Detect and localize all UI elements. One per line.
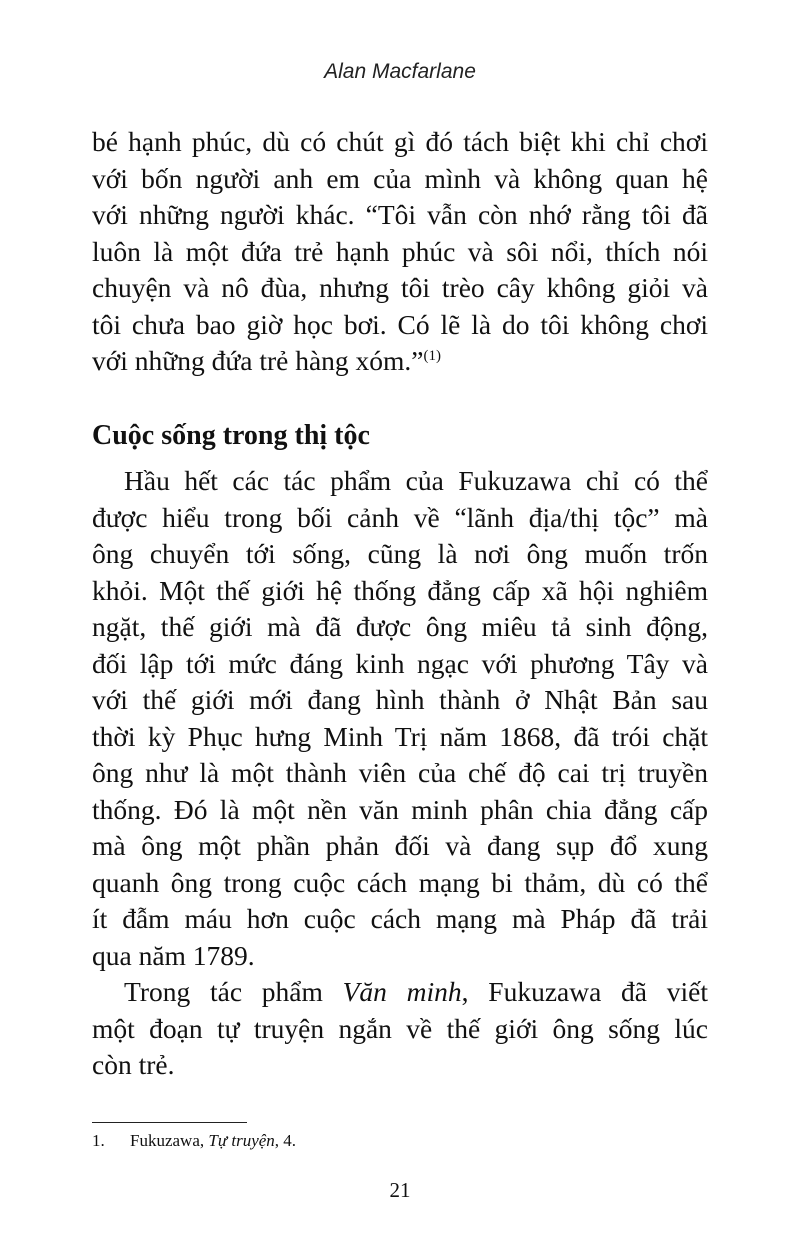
- text-line: chuyện và nô đùa, nhưng tôi trèo cây không giỏi và: [92, 272, 708, 303]
- text-line: đối lập tới mức đáng kinh ngạc với phương Tây và: [92, 647, 708, 679]
- footnote-number: 1.: [92, 1131, 105, 1150]
- text-run: Trong tác phẩm: [124, 976, 343, 1007]
- running-header: Alan Macfarlane: [324, 60, 476, 83]
- text-line: luôn là một đứa trẻ hạnh phúc và sôi nổi, thích nói: [92, 235, 708, 267]
- footnote: [92, 1130, 296, 1152]
- footnote-marker: (1): [423, 347, 442, 364]
- text-line: bé hạnh phúc, dù có chút gì đó tách biệt khi chỉ chơi: [92, 126, 708, 157]
- book-title-italic: Văn minh: [342, 976, 462, 1007]
- footnote-text: , 4.: [274, 1131, 297, 1150]
- text-line: ít đẫm máu hơn cuộc cách mạng mà Pháp đã trải: [92, 903, 708, 934]
- text-line: ông chuyển tới sống, cũng là nơi ông muốn trốn: [92, 538, 708, 569]
- text-line: tôi chưa bao giờ học bơi. Có lẽ là do tôi không chơi: [92, 308, 708, 340]
- text-line: thời kỳ Phục hưng Minh Trị năm 1868, đã trói chặt: [92, 720, 708, 752]
- text-line: Hầu hết các tác phẩm của Fukuzawa chỉ có thể: [124, 465, 708, 496]
- text-line: với những người khác. “Tôi vẫn còn nhớ rằng tôi đã: [92, 199, 708, 230]
- text-line-last: qua năm 1789.: [92, 939, 255, 971]
- text-line: với bốn người anh em của mình và không quan hệ: [92, 162, 708, 194]
- footnote-divider: [92, 1122, 247, 1123]
- text-line-content: với những đứa trẻ hàng xóm.”: [92, 345, 424, 376]
- page-number: 21: [389, 1178, 411, 1202]
- text-line: được hiểu trong bối cảnh về “lãnh địa/thị tộc” mà: [92, 501, 708, 533]
- text-line: thống. Đó là một nền văn minh phân chia đẳng cấp: [92, 793, 708, 825]
- text-line: quanh ông trong cuộc cách mạng bi thảm, dù có thể: [92, 866, 708, 898]
- text-line-last: [92, 343, 708, 380]
- paragraph-continued: [92, 124, 708, 380]
- text-line: một đoạn tự truyện ngắn về thế giới ông sống lúc: [92, 1012, 708, 1044]
- footnote-title-italic: Tự truyện: [208, 1131, 275, 1150]
- paragraph-closing: [92, 974, 708, 1084]
- text-line: khỏi. Một thế giới hệ thống đẳng cấp xã hội nghiêm: [92, 574, 708, 606]
- footnote-text: Fukuzawa,: [130, 1131, 209, 1150]
- paragraph-section: [92, 463, 708, 974]
- text-line: [92, 974, 708, 1011]
- text-run: , Fukuzawa đã viết: [461, 976, 708, 1007]
- text-line: với thế giới mới đang hình thành ở Nhật Bản sau: [92, 684, 708, 715]
- text-line: ngặt, thế giới mà đã được ông miêu tả sinh động,: [92, 611, 708, 642]
- text-line-last: còn trẻ.: [92, 1049, 175, 1080]
- text-line: mà ông một phần phản đối và đang sụp đổ xung: [92, 830, 708, 861]
- text-line: ông như là một thành viên của chế độ cai trị truyền: [92, 757, 708, 788]
- section-heading: Cuộc sống trong thị tộc: [92, 420, 370, 451]
